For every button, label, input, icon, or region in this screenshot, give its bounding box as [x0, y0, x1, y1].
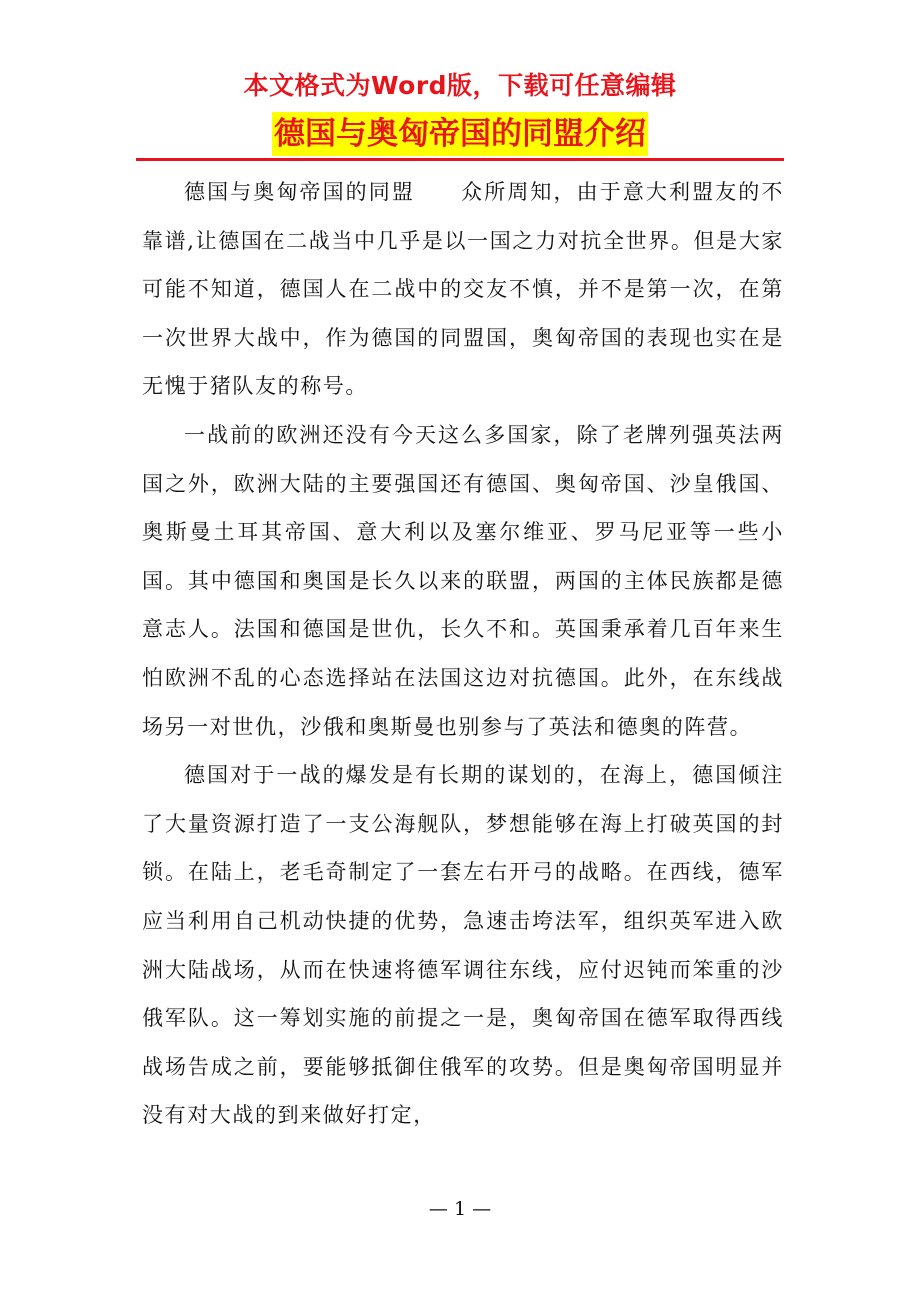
paragraph-2: 一战前的欧洲还没有今天这么多国家，除了老牌列强英法两国之外，欧洲大陆的主要强国还有德国、奥匈帝国、沙皇俄国、奥斯曼土耳其帝国、意大利以及塞尔维亚、罗马尼亚等一些小国。其中德国和奥国是长久以来的联盟，两国的主体民族都是德意志人。法国和德国是世仇，长久不和。英国秉承着几百年来生怕欧洲不乱的心态选择站在法国这边对抗德国。此外，在东线战场另一对世仇，沙俄和奥斯曼也别参与了英法和德奥的阵营。	[142, 422, 784, 739]
document-title: 德国与奥匈帝国的同盟介绍	[272, 112, 648, 156]
format-banner: 本文格式为Word版，下载可任意编辑	[243, 71, 677, 100]
title-container	[0, 112, 920, 156]
paragraph-3: 德国对于一战的爆发是有长期的谋划的，在海上，德国倾注了大量资源打造了一支公海舰队，梦想能够在海上打破英国的封锁。在陆上，老毛奇制定了一套左右开弓的战略。在西线，德军应当利用自己机动快捷的优势，急速击垮法军，组织英军进入欧洲大陆战场，从而在快速将德军调往东线，应付迟钝而笨重的沙俄军队。这一筹划实施的前提之一是，奥匈帝国在德军取得西线战场告成之前，要能够抵御住俄军的攻势。但是奥匈帝国明显并没有对大战的到来做好打定，	[142, 763, 784, 1128]
title-divider	[136, 158, 784, 161]
page-number: — 1 —	[428, 1198, 492, 1220]
document-body	[142, 168, 784, 1140]
paragraph-1: 德国与奥匈帝国的同盟 众所周知，由于意大利盟友的不靠谱,让德国在二战当中几乎是以一国之力对抗全世界。但是大家可能不知道，德国人在二战中的交友不慎，并不是第一次，在第一次世界大战中，作为德国的同盟国，奥匈帝国的表现也实在是无愧于猪队友的称号。	[142, 180, 784, 399]
